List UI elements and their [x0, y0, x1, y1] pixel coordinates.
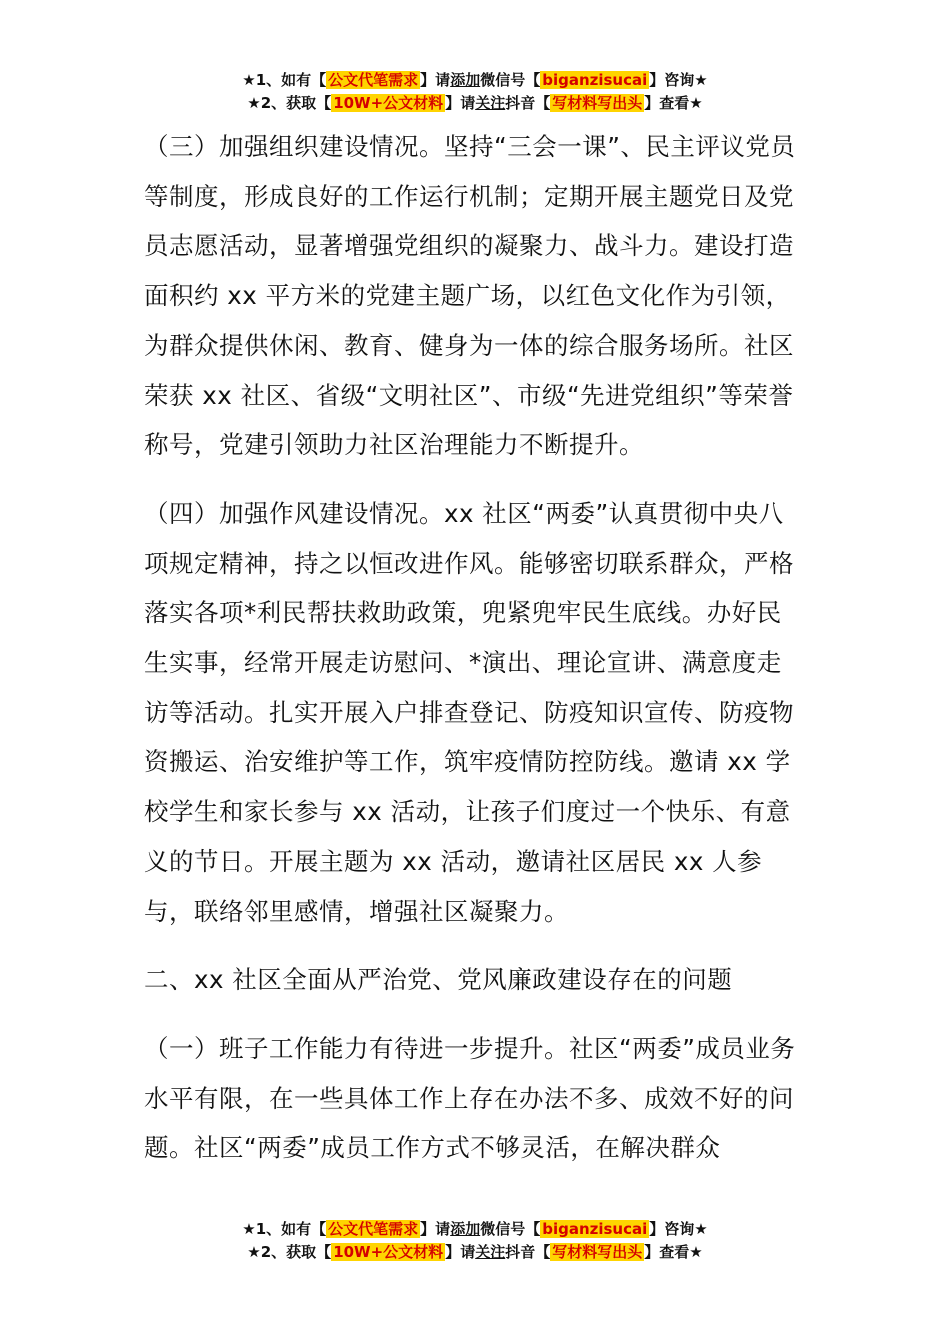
promo-text: ★1、如有【	[242, 1220, 327, 1238]
promo-highlight: biganzisucai	[542, 1220, 648, 1238]
promo-underline: 添加	[450, 1220, 481, 1238]
promo-text: 】查看★	[644, 94, 703, 112]
promo-highlight: 公文代笔需求	[328, 71, 419, 89]
promo-banner-bottom	[0, 1218, 950, 1264]
promo-line-1	[0, 69, 950, 92]
promo-banner-top	[0, 69, 950, 115]
promo-underline: 关注	[475, 94, 506, 112]
promo-underline: 添加	[450, 71, 481, 89]
promo-text: 】咨询★	[649, 1220, 708, 1238]
promo-highlight: biganzisucai	[542, 71, 648, 89]
promo-underline: 关注	[475, 1243, 506, 1261]
paragraph-team-capability: （一）班子工作能力有待进一步提升。社区“两委”成员业务水平有限，在一些具体工作上存在办法不多、成效不好的问题。社区“两委”成员工作方式不够灵活，在解决群众	[144, 1033, 796, 1163]
promo-text: 】查看★	[644, 1243, 703, 1261]
document-body	[144, 122, 804, 1192]
promo-text: 】请	[420, 71, 451, 89]
promo-highlight: 10W+公文材料	[333, 94, 444, 112]
promo-highlight: 写材料写出头	[552, 1243, 643, 1261]
promo-highlight: 写材料写出头	[552, 94, 643, 112]
promo-line-2	[0, 92, 950, 115]
promo-text: 微信号【	[480, 1220, 541, 1238]
promo-text: 微信号【	[480, 71, 541, 89]
promo-line-1	[0, 1218, 950, 1241]
section-heading: 二、xx 社区全面从严治党、党风廉政建设存在的问题	[144, 965, 733, 995]
promo-text: 】请	[445, 1243, 476, 1261]
promo-text: 】咨询★	[649, 71, 708, 89]
promo-text: ★2、获取【	[247, 94, 332, 112]
promo-text: ★1、如有【	[242, 71, 327, 89]
promo-highlight: 公文代笔需求	[328, 1220, 419, 1238]
promo-highlight: 10W+公文材料	[333, 1243, 444, 1261]
promo-text: 】请	[445, 94, 476, 112]
promo-line-2	[0, 1241, 950, 1264]
promo-text: 抖音【	[505, 1243, 551, 1261]
promo-text: 抖音【	[505, 94, 551, 112]
promo-text: ★2、获取【	[247, 1243, 332, 1261]
paragraph-org-building: （三）加强组织建设情况。坚持“三会一课”、民主评议党员等制度，形成良好的工作运行机制；定期开展主题党日及党员志愿活动，显著增强党组织的凝聚力、战斗力。建设打造面积约 xx 平方米的党建主题广场，以红色文化作为引领，为群众提供休闲、教育、健身为一体的综合服务场所。社区荣获 xx 社区、省级“文明社区”、市级“先进党组织”等荣誉称号，党建引领助力社区治理能力不断提升。	[144, 132, 796, 460]
paragraph-style-building: （四）加强作风建设情况。xx 社区“两委”认真贯彻中央八项规定精神，持之以恒改进作风。能够密切联系群众，严格落实各项*利民帮扶救助政策，兜紧兜牢民生底线。办好民生实事，经常开展走访慰问、*演出、理论宣讲、满意度走访等活动。扎实开展入户排查登记、防疫知识宣传、防疫物资搬运、治安维护等工作，筑牢疫情防控防线。邀请 xx 学校学生和家长参与 xx 活动，让孩子们度过一个快乐、有意义的节日。开展主题为 xx 活动，邀请社区居民 xx 人参与，联络邻里感情，增强社区凝聚力。	[144, 498, 794, 926]
promo-text: 】请	[420, 1220, 451, 1238]
